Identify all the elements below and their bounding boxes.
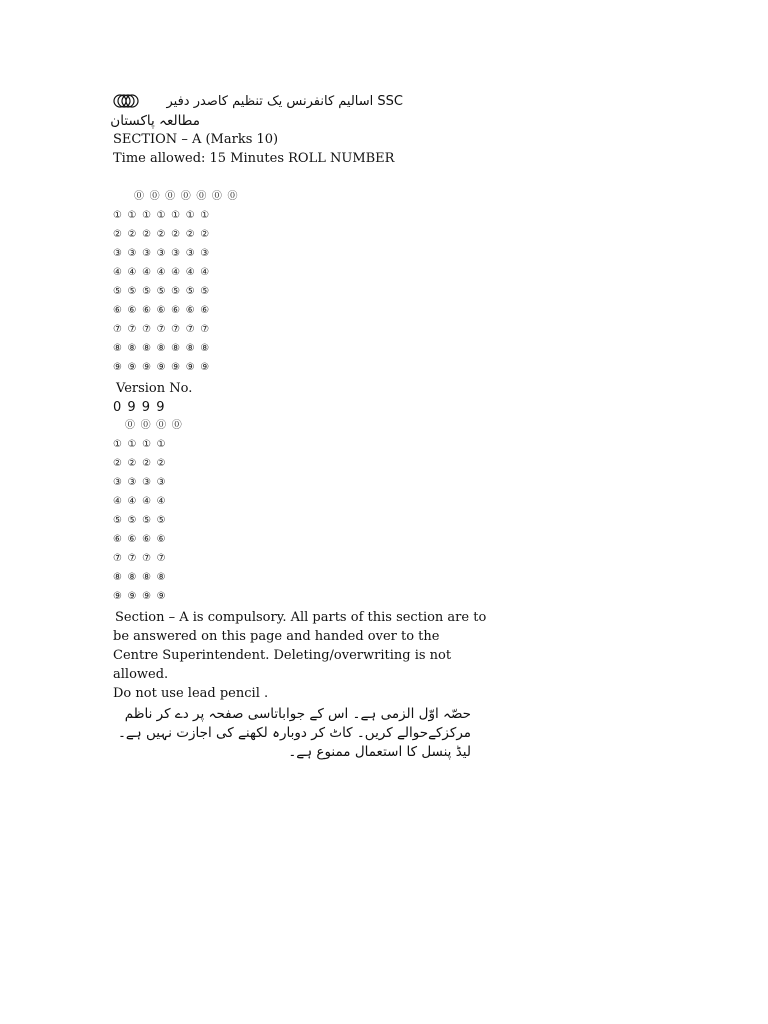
roll-bubble-row[interactable]: ① ① ① ① ① ① ① [113, 210, 211, 221]
roll-bubble-row[interactable]: ⑤ ⑤ ⑤ ⑤ ⑤ ⑤ ⑤ [113, 286, 211, 297]
roll-bubble-row[interactable]: ⑦ ⑦ ⑦ ⑦ ⑦ ⑦ ⑦ [113, 324, 211, 335]
section-title: SECTION – A (Marks 10) [113, 132, 279, 147]
circles-logo-icon [113, 94, 139, 108]
roll-bubble-row[interactable]: ④ ④ ④ ④ ④ ④ ④ [113, 267, 211, 278]
version-bubble-row[interactable]: ⑥ ⑥ ⑥ ⑥ [113, 534, 167, 545]
version-label: Version No. [116, 381, 193, 396]
version-value: 0 9 9 9 [113, 400, 166, 415]
version-bubble-row[interactable]: ⑦ ⑦ ⑦ ⑦ [113, 553, 167, 564]
time-allowed: Time allowed: 15 Minutes ROLL NUMBER [113, 151, 395, 166]
instruction-line-urdu: مرکزکےحوالے کریں۔ کاٹ کر دوبارہ لکھنے کی اجازت نہیں ہے۔ [117, 725, 471, 741]
header-title-urdu: SSC اسالیم کانفرنس یک تنظیم کاصدر دفیر [166, 94, 403, 109]
version-bubble-row[interactable]: ④ ④ ④ ④ [113, 496, 167, 507]
version-bubble-row[interactable]: ③ ③ ③ ③ [113, 477, 167, 488]
header [113, 92, 403, 112]
roll-bubble-row[interactable]: ⓪ ⓪ ⓪ ⓪ ⓪ ⓪ ⓪ [134, 191, 239, 202]
version-bubble-row[interactable]: ⑨ ⑨ ⑨ ⑨ [113, 591, 167, 602]
instruction-line: Section – A is compulsory. All parts of this section are to [115, 610, 487, 625]
instruction-line: Centre Superintendent. Deleting/overwriting is not [113, 648, 452, 663]
instruction-line: allowed. [113, 667, 169, 682]
instruction-line-urdu: حصّہ اوّل الزمی ہے۔ اس کے جواباتاسی صفحہ پر دے کر ناظم [124, 706, 471, 722]
roll-bubble-row[interactable]: ⑨ ⑨ ⑨ ⑨ ⑨ ⑨ ⑨ [113, 362, 211, 373]
roll-bubble-row[interactable]: ⑧ ⑧ ⑧ ⑧ ⑧ ⑧ ⑧ [113, 343, 211, 354]
version-bubble-row[interactable]: ② ② ② ② [113, 458, 167, 469]
version-bubble-row[interactable]: ① ① ① ① [113, 439, 167, 450]
instruction-line: be answered on this page and handed over to the [113, 629, 440, 644]
subject-title-urdu: مطالعہ پاکستان [110, 113, 200, 129]
roll-bubble-row[interactable]: ③ ③ ③ ③ ③ ③ ③ [113, 248, 211, 259]
version-bubble-row[interactable]: ⑧ ⑧ ⑧ ⑧ [113, 572, 167, 583]
roll-bubble-row[interactable]: ⑥ ⑥ ⑥ ⑥ ⑥ ⑥ ⑥ [113, 305, 211, 316]
version-bubble-row[interactable]: ⓪ ⓪ ⓪ ⓪ [125, 420, 183, 431]
roll-bubble-row[interactable]: ② ② ② ② ② ② ② [113, 229, 211, 240]
instruction-line: Do not use lead pencil . [113, 686, 269, 701]
version-bubble-row[interactable]: ⑤ ⑤ ⑤ ⑤ [113, 515, 167, 526]
instruction-line-urdu: لیڈ پنسل کا استعمال ممنوع ہے۔ [288, 744, 471, 760]
